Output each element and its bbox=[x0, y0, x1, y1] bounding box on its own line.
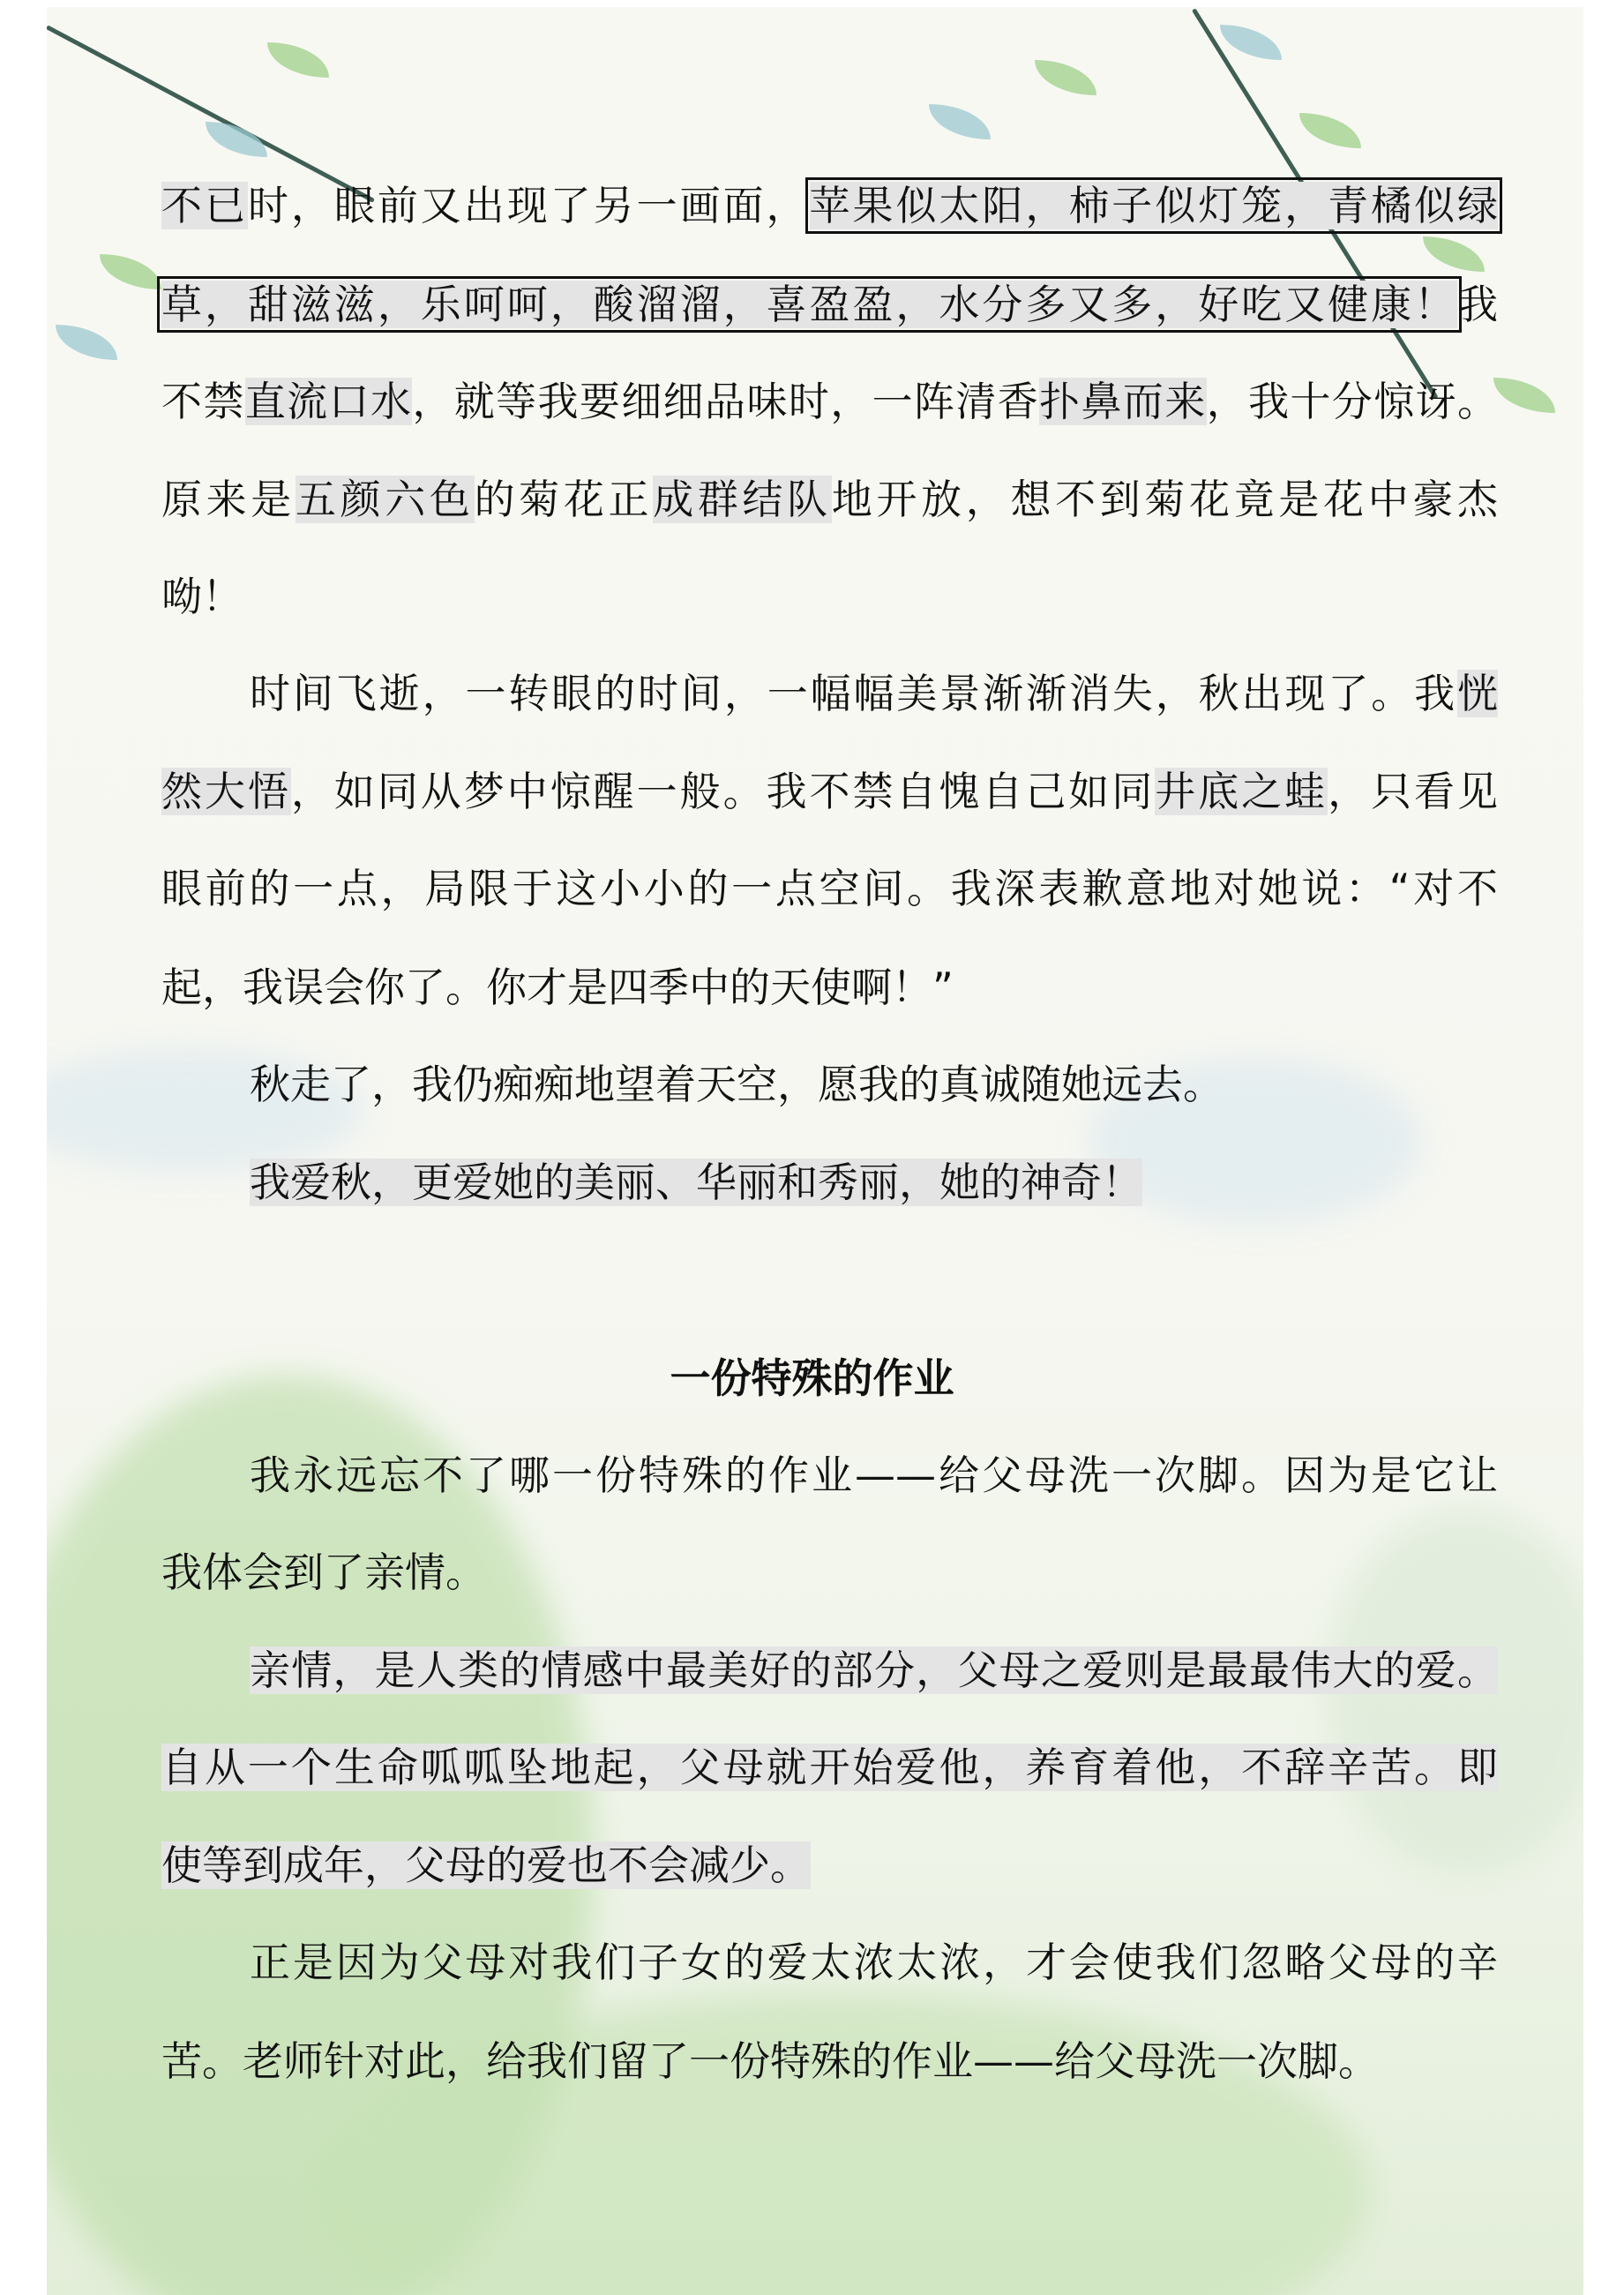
leaf bbox=[1299, 113, 1361, 148]
text-segment: 呦！ bbox=[161, 573, 243, 620]
highlighted-text: 扑鼻而来 bbox=[1039, 378, 1207, 425]
text-segment: ，只看见 bbox=[1328, 768, 1499, 815]
text-line bbox=[161, 961, 1498, 1014]
text-segment: 我永远忘不了哪一份特殊的作业——给父母洗一次脚。因为是它让 bbox=[250, 1451, 1498, 1499]
text-line bbox=[250, 1936, 1498, 1989]
highlighted-text: 不已 bbox=[161, 182, 248, 229]
text-segment: 眼前的一点，局限于这小小的一点空间。我深表歉意地对她说：“对不 bbox=[161, 865, 1498, 912]
branch-top-left bbox=[47, 25, 375, 203]
text-segment: ，我十分惊讶。 bbox=[1206, 378, 1499, 425]
text-segment: ，如同从梦中惊醒一般。我不禁自愧自己如同 bbox=[290, 768, 1156, 815]
leaf bbox=[1423, 236, 1485, 272]
leaf bbox=[56, 325, 117, 360]
text-segment: ，就等我要细细品味时，一阵清香 bbox=[412, 378, 1040, 425]
text-segment: 时，眼前又出现了另一画面， bbox=[247, 182, 810, 229]
text-line bbox=[161, 1546, 1498, 1599]
text-line bbox=[161, 278, 1498, 331]
text-segment: 正是因为父母对我们子女的爱太浓太浓，才会使我们忽略父母的辛 bbox=[250, 1939, 1498, 1986]
essay-title: 一份特殊的作业 bbox=[670, 1354, 954, 1402]
text-segment: 起，我误会你了。你才是四季中的天使啊！” bbox=[161, 964, 954, 1011]
highlighted-text: 成群结队 bbox=[653, 476, 832, 523]
text-segment: 原来是 bbox=[161, 476, 296, 523]
leaf bbox=[929, 104, 991, 139]
highlighted-text: 恍 bbox=[1457, 670, 1498, 717]
text-line bbox=[161, 1741, 1498, 1794]
text-segment: 地开放，想不到菊花竟是花中豪杰 bbox=[831, 476, 1499, 523]
highlighted-text: 五颜六色 bbox=[295, 476, 475, 523]
text-segment: 秋走了，我仍痴痴地望着天空，愿我的真诚随她远去。 bbox=[250, 1061, 1224, 1108]
text-line bbox=[250, 1058, 1498, 1111]
text-segment: 我体会到了亲情。 bbox=[161, 1549, 486, 1596]
leaf bbox=[206, 122, 267, 157]
text-line bbox=[250, 1449, 1498, 1502]
text-line bbox=[250, 1156, 1498, 1209]
text-line bbox=[161, 862, 1498, 915]
leaf bbox=[100, 254, 161, 289]
highlighted-text: 然大悟 bbox=[161, 768, 291, 815]
text-segment: 我 bbox=[1457, 281, 1498, 328]
highlighted-text: 我爱秋，更爱她的美丽、华丽和秀丽，她的神奇！ bbox=[250, 1159, 1142, 1206]
highlighted-text: 井底之蛙 bbox=[1155, 768, 1328, 815]
text-segment: 苦。老师针对此，给我们留了一份特殊的作业——给父母洗一次脚。 bbox=[161, 2037, 1379, 2085]
text-line bbox=[161, 179, 1498, 232]
highlighted-text: 直流口水 bbox=[244, 378, 413, 425]
text-segment: 的菊花正 bbox=[474, 476, 654, 523]
text-line bbox=[161, 765, 1498, 818]
text-line bbox=[161, 2035, 1498, 2088]
highlighted-text: 亲情，是人类的情感中最美好的部分，父母之爱则是最最伟大的爱。 bbox=[250, 1646, 1498, 1694]
leaf bbox=[1220, 25, 1282, 60]
text-line bbox=[250, 667, 1498, 720]
text-segment: 时间飞逝，一转眼的时间，一幅幅美景渐渐消失，秋出现了。我 bbox=[250, 670, 1457, 717]
text-segment: 不禁 bbox=[161, 378, 245, 425]
text-line bbox=[161, 1839, 1498, 1892]
highlighted-text: 使等到成年，父母的爱也不会减少。 bbox=[161, 1841, 811, 1889]
leaf bbox=[1035, 60, 1096, 95]
leaf bbox=[267, 42, 329, 78]
text-line bbox=[250, 1644, 1498, 1697]
leaf bbox=[1493, 378, 1555, 413]
text-line bbox=[161, 473, 1498, 526]
boxed-text: 苹果似太阳，柿子似灯笼，青橘似绿 bbox=[809, 182, 1499, 229]
highlighted-text: 自从一个生命呱呱坠地起，父母就开始爱他，养育着他，不辞辛苦。即 bbox=[161, 1744, 1498, 1791]
boxed-text: 草，甜滋滋，乐呵呵，酸溜溜，喜盈盈，水分多又多，好吃又健康！ bbox=[161, 281, 1457, 328]
text-line bbox=[161, 570, 1498, 623]
text-line bbox=[161, 375, 1498, 428]
